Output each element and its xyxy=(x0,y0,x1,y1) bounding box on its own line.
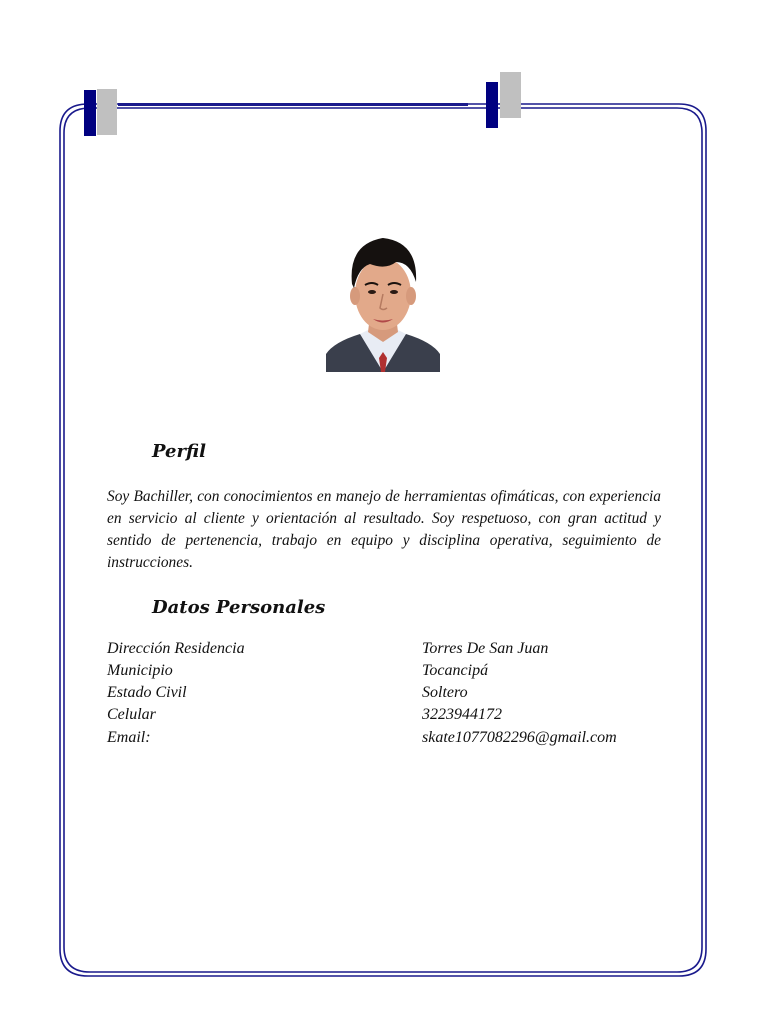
personal-data-row xyxy=(107,662,667,684)
address-label: Dirección Residencia xyxy=(107,640,245,657)
phone-label: Celular xyxy=(107,706,156,723)
email-label: Email: xyxy=(107,729,151,746)
personal-data-row xyxy=(107,684,667,706)
right-tab-navy xyxy=(486,82,498,128)
address-value: Torres De San Juan xyxy=(422,640,549,657)
profile-summary: Soy Bachiller, con conocimientos en manejo de herramientas ofimáticas, con experiencia en servicio al cliente y orientación al resultado. Soy respetuoso, con gran actitud y sentido de pertenencia, trabajo en equipo y disciplina operativa, seguimiento de instrucciones. xyxy=(107,488,661,571)
municipality-value: Tocancipá xyxy=(422,662,489,679)
left-tab-navy xyxy=(84,90,96,136)
profile-photo xyxy=(326,232,440,372)
personal-data-row xyxy=(107,729,667,751)
left-tab-gray xyxy=(97,89,117,135)
phone-value: 3223944172 xyxy=(422,706,502,723)
personal-data-row xyxy=(107,640,667,662)
personal-data-list xyxy=(107,640,667,751)
municipality-label: Municipio xyxy=(107,662,173,679)
top-rule xyxy=(118,103,468,106)
profile-heading: Perfil xyxy=(152,441,206,462)
personal-data-heading: Datos Personales xyxy=(152,597,326,618)
personal-data-row xyxy=(107,706,667,728)
right-tab-gray xyxy=(500,72,521,118)
email-value: skate1077082296@gmail.com xyxy=(422,729,617,746)
marital-status-label: Estado Civil xyxy=(107,684,187,701)
marital-status-value: Soltero xyxy=(422,684,468,701)
